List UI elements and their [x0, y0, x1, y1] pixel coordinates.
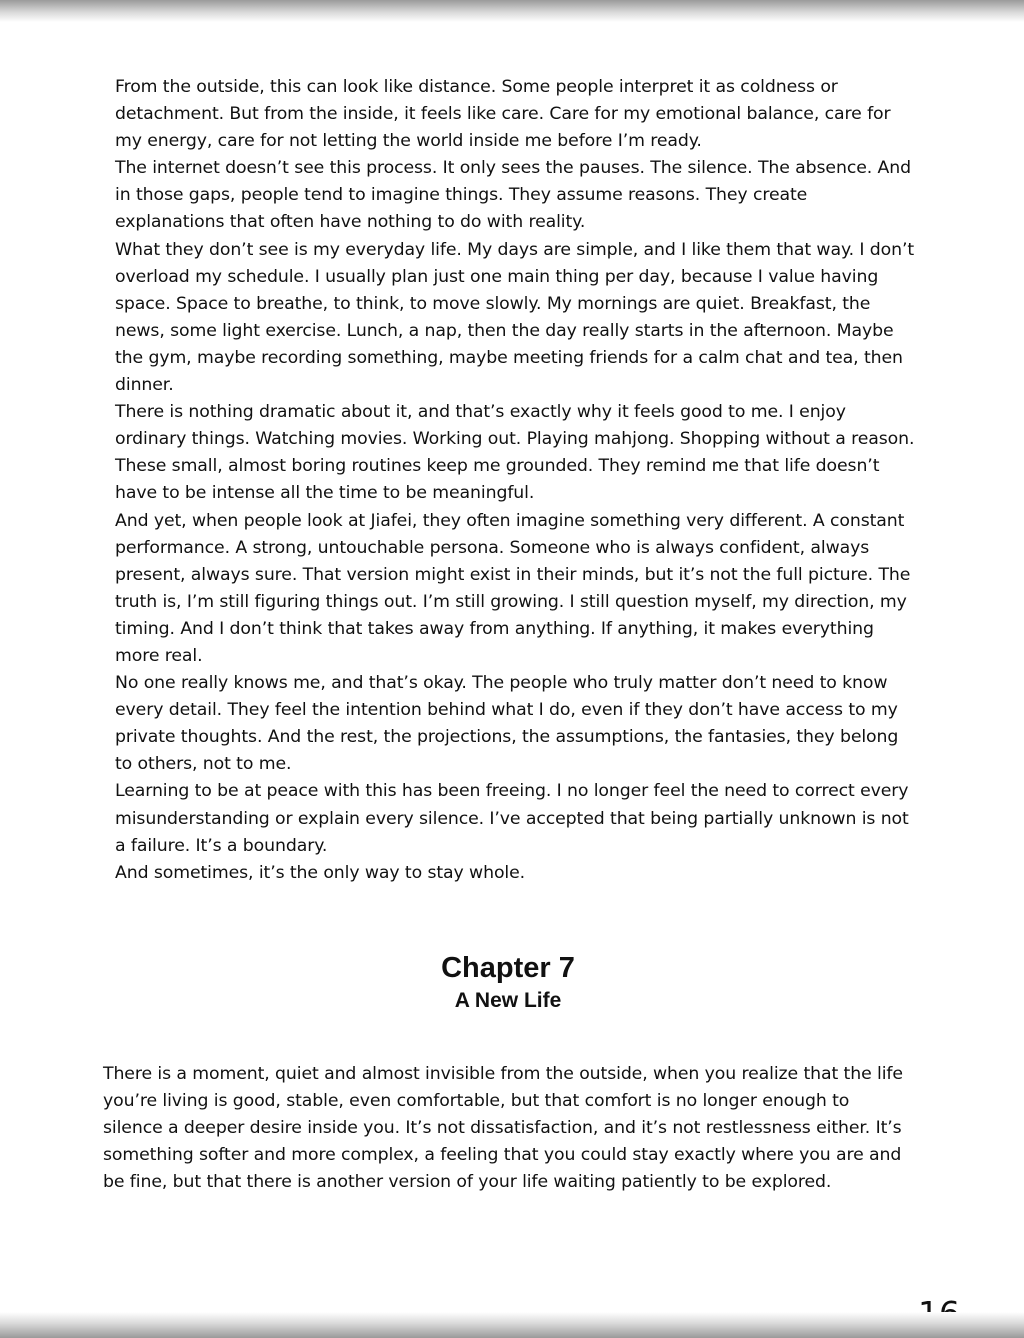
paragraph: No one really knows me, and that’s okay. The people who truly matter don’t need to know every detail. They feel the intention behind what I do, even if they don’t have access to my private thoughts. And the rest, the projections, the assumptions, the fantasies, they belong to others, not to me. [115, 673, 899, 775]
paragraph: From the outside, this can look like distance. Some people interpret it as coldness or detachment. But from the inside, it feels like care. Care for my emotional balance, care for my energy, care for not letting the world inside me before I’m ready. [115, 77, 891, 152]
paragraph: There is nothing dramatic about it, and that’s exactly why it feels good to me. I enjoy ordinary things. Watching movies. Working out. Playing mahjong. Shopping without a reason. These small, almost boring routines keep me grounded. They remind me that life doesn’t have to be intense all the time to be meaningful. [115, 402, 915, 504]
page-bottom-edge [0, 1312, 1024, 1338]
paragraph: Learning to be at peace with this has been freeing. I no longer feel the need to correct every misunderstanding or explain every silence. I’ve accepted that being partially unknown is not a failure. It’s a boundary. [115, 781, 909, 856]
chapter-body-text [103, 1061, 903, 1196]
paragraph: There is a moment, quiet and almost invisible from the outside, when you realize that the life you’re living is good, stable, even comfortable, but that comfort is no longer enough to silence a deeper desire inside you. It’s not dissatisfaction, and it’s not restlessness either. It’s something softer and more complex, a feeling that you could stay exactly where you are and be fine, but that there is another version of your life waiting patiently to be explored. [103, 1064, 903, 1193]
chapter-subtitle: A New Life [454, 989, 562, 1012]
paragraph: And sometimes, it’s the only way to stay whole. [115, 862, 526, 883]
paragraph: The internet doesn’t see this process. It only sees the pauses. The silence. The absence. And in those gaps, people tend to imagine things. They assume reasons. They create explanations that often have nothing to do with reality. [115, 158, 911, 233]
paragraph: What they don’t see is my everyday life. My days are simple, and I like them that way. I don’t overload my schedule. I usually plan just one main thing per day, because I value having space. Space to breathe, to think, to move slowly. My mornings are quiet. Breakfast, the news, some light exercise. Lunch, a nap, then the day really starts in the afternoon. Maybe the gym, maybe recording something, maybe meeting friends for a calm chat and tea, then dinner. [115, 239, 915, 396]
body-text [115, 74, 915, 887]
paragraph: And yet, when people look at Jiafei, they often imagine something very different. A constant performance. A strong, untouchable persona. Someone who is always confident, always present, always sure. That version might exist in their minds, but it’s not the full picture. The truth is, I’m still figuring things out. I’m still growing. I still question myself, my direction, my timing. And I don’t think that takes away from anything. If anything, it makes everything more real. [115, 510, 911, 666]
page-top-edge [0, 0, 1024, 22]
chapter-title: Chapter 7 [441, 952, 575, 984]
chapter-heading [0, 950, 1016, 1016]
